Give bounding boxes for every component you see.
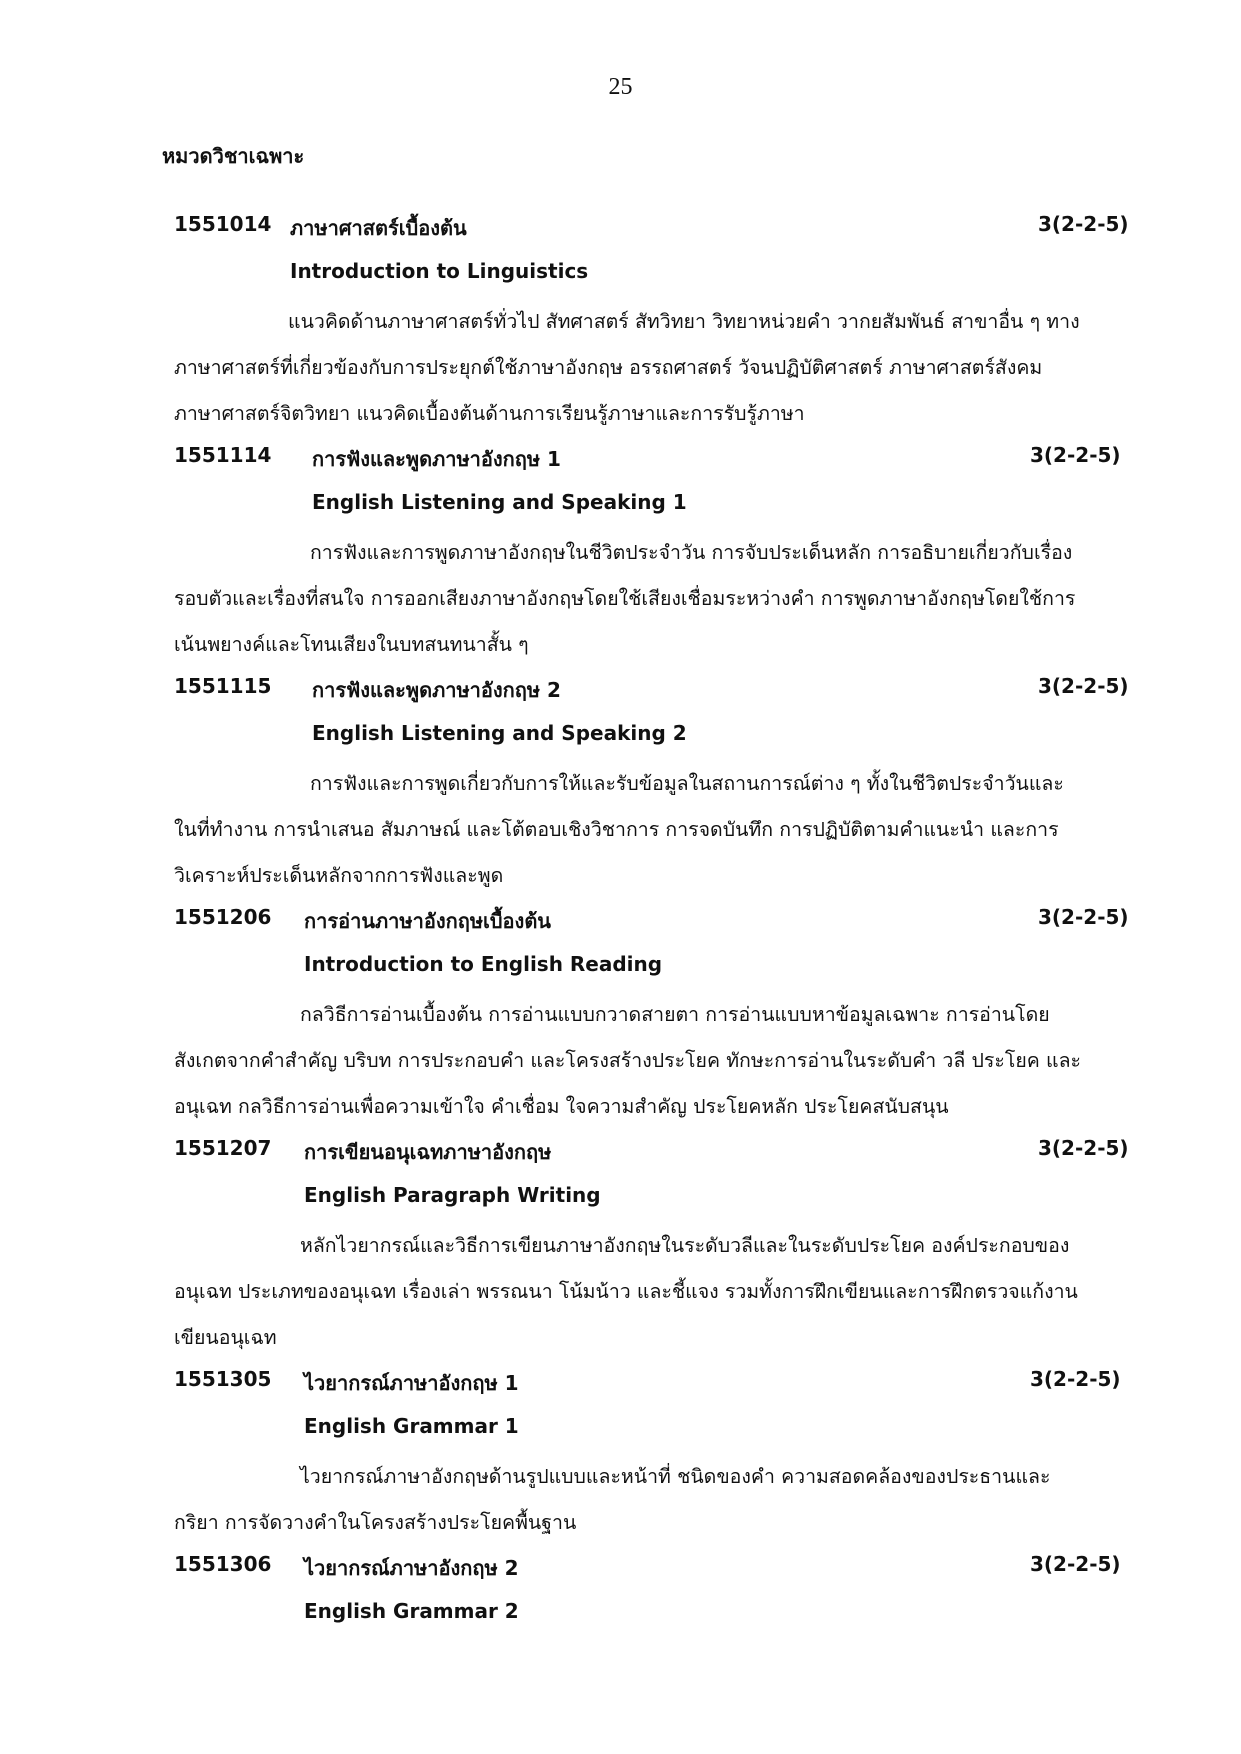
course-title-english: English Grammar 1 (304, 1414, 519, 1438)
course-credits: 3(2-2-5) (1038, 1136, 1129, 1160)
course-description-line: ภาษาศาสตร์จิตวิทยา แนวคิดเบื้องต้นด้านการเรียนรู้ภาษาและการรับรู้ภาษา (174, 402, 805, 425)
course-description-line: ในที่ทำงาน การนำเสนอ สัมภาษณ์ และโต้ตอบเชิงวิชาการ การจดบันทึก การปฏิบัติตามคำแนะนำ และการ (174, 818, 1059, 841)
course-description-line: อนุเฉท กลวิธีการอ่านเพื่อความเข้าใจ คำเชื่อม ใจความสำคัญ ประโยคหลัก ประโยคสนับสนุน (174, 1095, 949, 1118)
course-title-english: Introduction to Linguistics (290, 259, 589, 283)
course-code: 1551014 (174, 212, 272, 236)
course-title-thai: ภาษาศาสตร์เบื้องต้น (290, 216, 467, 240)
course-title-thai: ไวยากรณ์ภาษาอังกฤษ 1 (304, 1371, 519, 1395)
course-description-line: ไวยากรณ์ภาษาอังกฤษด้านรูปแบบและหน้าที่ ชนิดของคำ ความสอดคล้องของประธานและ (300, 1465, 1051, 1488)
course-code: 1551306 (174, 1552, 272, 1576)
course-title-thai: การเขียนอนุเฉทภาษาอังกฤษ (304, 1140, 552, 1164)
course-title-thai: การฟังและพูดภาษาอังกฤษ 2 (312, 678, 561, 702)
course-title-english: English Grammar 2 (304, 1599, 519, 1623)
course-description-line: รอบตัวและเรื่องที่สนใจ การออกเสียงภาษาอังกฤษโดยใช้เสียงเชื่อมระหว่างคำ การพูดภาษาอังกฤษโดยใช้การ (174, 587, 1076, 610)
course-description-line: กลวิธีการอ่านเบื้องต้น การอ่านแบบกวาดสายตา การอ่านแบบหาข้อมูลเฉพาะ การอ่านโดย (300, 1003, 1050, 1026)
course-code: 1551114 (174, 443, 272, 467)
course-title-english: English Listening and Speaking 1 (312, 490, 687, 514)
course-code: 1551207 (174, 1136, 272, 1160)
course-description-line: การฟังและการพูดภาษาอังกฤษในชีวิตประจำวัน การจับประเด็นหลัก การอธิบายเกี่ยวกับเรื่อง (310, 541, 1073, 564)
course-title-english: English Listening and Speaking 2 (312, 721, 687, 745)
course-description-line: เขียนอนุเฉท (174, 1326, 277, 1349)
course-title-thai: การฟังและพูดภาษาอังกฤษ 1 (312, 447, 561, 471)
course-description-line: สังเกตจากคำสำคัญ บริบท การประกอบคำ และโครงสร้างประโยค ทักษะการอ่านในระดับคำ วลี ประโยค และ (174, 1049, 1081, 1072)
course-description-line: แนวคิดด้านภาษาศาสตร์ทั่วไป สัทศาสตร์ สัทวิทยา วิทยาหน่วยคำ วากยสัมพันธ์ สาขาอื่น ๆ ทาง (288, 310, 1080, 333)
course-credits: 3(2-2-5) (1030, 1552, 1121, 1576)
course-credits: 3(2-2-5) (1038, 905, 1129, 929)
course-title-thai: ไวยากรณ์ภาษาอังกฤษ 2 (304, 1556, 519, 1580)
course-code: 1551206 (174, 905, 272, 929)
course-description-line: เน้นพยางค์และโทนเสียงในบทสนทนาสั้น ๆ (174, 633, 529, 656)
course-title-english: English Paragraph Writing (304, 1183, 601, 1207)
course-credits: 3(2-2-5) (1030, 1367, 1121, 1391)
course-credits: 3(2-2-5) (1030, 443, 1121, 467)
course-code: 1551115 (174, 674, 272, 698)
course-description-line: กริยา การจัดวางคำในโครงสร้างประโยคพื้นฐาน (174, 1511, 577, 1534)
course-description-line: วิเคราะห์ประเด็นหลักจากการฟังและพูด (174, 864, 504, 887)
course-description-line: หลักไวยากรณ์และวิธีการเขียนภาษาอังกฤษในระดับวลีและในระดับประโยค องค์ประกอบของ (300, 1234, 1070, 1257)
page-number: 25 (608, 74, 633, 100)
course-description-line: ภาษาศาสตร์ที่เกี่ยวข้องกับการประยุกต์ใช้ภาษาอังกฤษ อรรถศาสตร์ วัจนปฏิบัติศาสตร์ ภาษาศาสตร์สังคม (174, 356, 1043, 379)
course-credits: 3(2-2-5) (1038, 674, 1129, 698)
course-credits: 3(2-2-5) (1038, 212, 1129, 236)
section-title: หมวดวิชาเฉพาะ (162, 144, 305, 168)
course-description-line: การฟังและการพูดเกี่ยวกับการให้และรับข้อมูลในสถานการณ์ต่าง ๆ ทั้งในชีวิตประจำวันและ (310, 772, 1064, 795)
course-title-thai: การอ่านภาษาอังกฤษเบื้องต้น (304, 909, 551, 933)
course-description-line: อนุเฉท ประเภทของอนุเฉท เรื่องเล่า พรรณนา โน้มน้าว และชี้แจง รวมทั้งการฝึกเขียนและการฝึกตรวจแก้งาน (174, 1280, 1078, 1303)
course-code: 1551305 (174, 1367, 272, 1391)
course-title-english: Introduction to English Reading (304, 952, 663, 976)
